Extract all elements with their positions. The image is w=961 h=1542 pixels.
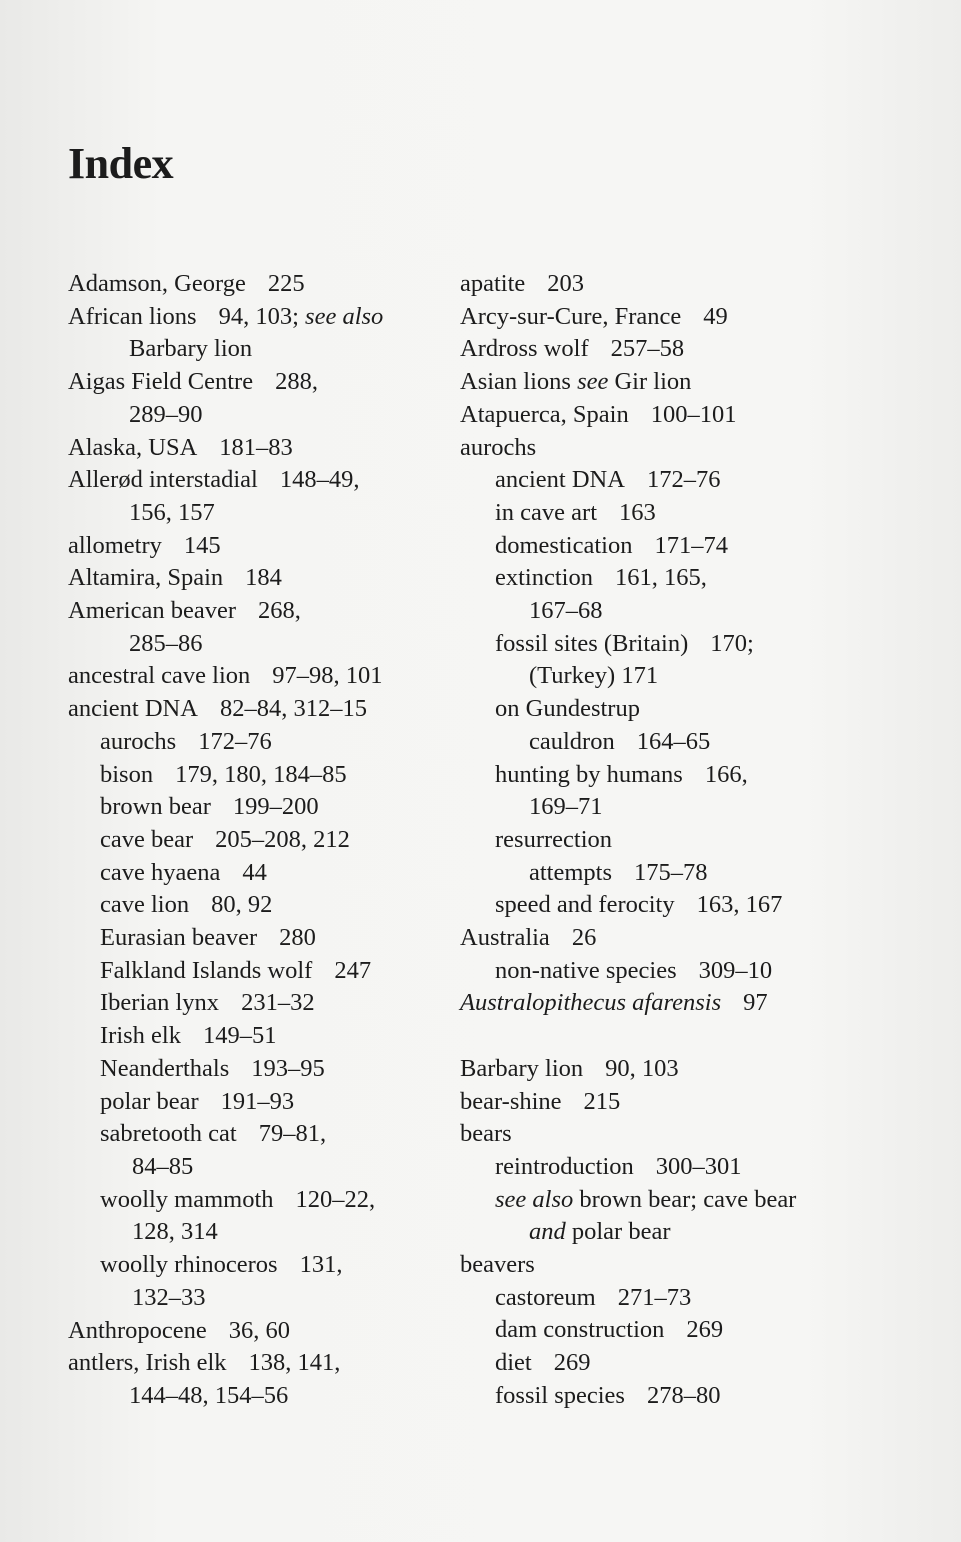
index-entry	[460, 301, 840, 334]
index-entry	[460, 922, 840, 955]
entry-term: Irish elk	[100, 1022, 181, 1050]
index-subentry	[68, 889, 448, 922]
entry-pages: 163	[619, 498, 656, 526]
index-subentry	[460, 693, 840, 758]
entry-pages: 199–200	[232, 793, 319, 821]
entry-term: ancestral cave lion	[68, 662, 251, 690]
see-also-label: see also	[305, 302, 384, 330]
entry-pages: 90, 103	[605, 1054, 679, 1082]
index-entry	[460, 399, 840, 432]
entry-continuation: 289–90	[129, 400, 203, 428]
index-subentry	[460, 1347, 840, 1380]
page-title: Index	[68, 139, 174, 188]
entry-pages: 257–58	[610, 335, 685, 363]
index-entry	[68, 268, 448, 301]
entry-term: Atapuerca, Spain	[460, 400, 629, 428]
index-subentry	[460, 628, 840, 693]
index-entry	[68, 432, 448, 465]
entry-term: castoreum	[495, 1283, 596, 1311]
entry-term: Iberian lynx	[100, 989, 220, 1017]
cross-reference: polar bear	[571, 1218, 671, 1246]
entry-term: Eurasian beaver	[100, 924, 258, 952]
index-subentry	[460, 759, 840, 824]
entry-pages: 191–93	[220, 1087, 295, 1115]
entry-term: diet	[495, 1349, 532, 1377]
entry-term: Anthropocene	[68, 1316, 207, 1344]
entry-term: aurochs	[100, 727, 177, 755]
entry-term: domestication	[495, 531, 633, 559]
entry-pages: 269	[553, 1349, 591, 1377]
entry-continuation: 132–33	[132, 1283, 206, 1311]
entry-pages: 268,	[258, 597, 301, 625]
entry-continuation: 84–85	[132, 1152, 194, 1180]
entry-pages: 205–208, 212	[215, 825, 350, 853]
entry-term: bears	[460, 1120, 512, 1148]
entry-pages: 145	[183, 531, 221, 559]
entry-term: reintroduction	[495, 1152, 634, 1180]
entry-pages: 163, 167	[696, 891, 783, 919]
entry-term: on Gundestrup	[495, 695, 640, 723]
entry-pages: 26	[571, 924, 597, 952]
index-subentry	[68, 1184, 448, 1249]
entry-term: non-native species	[495, 956, 677, 984]
entry-term: American beaver	[68, 597, 236, 625]
index-subentry	[460, 824, 840, 889]
entry-pages: 44	[242, 858, 267, 886]
entry-term: African lions	[68, 302, 197, 330]
index-entry	[460, 1249, 840, 1282]
entry-term: ancient DNA	[68, 695, 198, 723]
entry-pages: 171–74	[654, 531, 728, 559]
entry-pages: 79–81,	[258, 1120, 327, 1148]
index-subentry	[68, 922, 448, 955]
index-column-right	[460, 268, 840, 1413]
entry-pages: 225	[267, 270, 305, 297]
index-entry	[460, 987, 840, 1020]
entry-term: Arcy-sur-Cure, France	[460, 302, 682, 330]
index-entry	[68, 1315, 448, 1348]
entry-continuation: 167–68	[529, 597, 603, 625]
index-subentry	[460, 1380, 840, 1413]
entry-pages: 172–76	[646, 466, 721, 494]
index-entry	[68, 660, 448, 693]
entry-term: Ardross wolf	[460, 335, 589, 363]
entry-term: beavers	[460, 1251, 535, 1279]
entry-term: bison	[100, 760, 154, 788]
entry-pages: 215	[583, 1087, 621, 1115]
entry-term: woolly rhinoceros	[100, 1251, 278, 1279]
entry-term: polar bear	[100, 1087, 199, 1115]
entry-pages: 161, 165,	[614, 564, 707, 592]
see-label: see	[577, 368, 609, 396]
index-subentry	[68, 1020, 448, 1053]
entry-pages: 181–83	[219, 433, 293, 461]
entry-pages: 269	[686, 1316, 724, 1344]
entry-term: antlers, Irish elk	[68, 1349, 227, 1377]
index-subentry	[68, 759, 448, 792]
index-subentry	[68, 987, 448, 1020]
entry-pages: 120–22,	[295, 1185, 376, 1213]
entry-pages: 175–78	[634, 858, 708, 886]
entry-pages: 172–76	[198, 727, 272, 755]
entry-term: woolly mammoth	[100, 1185, 274, 1213]
index-entry	[460, 1086, 840, 1119]
index-subentry	[460, 1184, 840, 1249]
entry-continuation: 128, 314	[132, 1218, 218, 1246]
index-subentry	[68, 1249, 448, 1314]
index-subentry	[68, 1086, 448, 1119]
entry-continuation: attempts	[529, 858, 613, 886]
index-subentry	[460, 889, 840, 922]
entry-term: extinction	[495, 564, 593, 592]
entry-continuation: (Turkey) 171	[529, 662, 659, 690]
entry-pages: 97–98, 101	[272, 662, 383, 690]
entry-term: cave hyaena	[100, 858, 221, 886]
entry-pages: 94, 103;	[218, 302, 299, 330]
entry-pages: 148–49,	[279, 466, 360, 494]
entry-term: aurochs	[460, 433, 537, 461]
entry-continuation: 169–71	[529, 793, 603, 821]
entry-term: Asian lions	[460, 368, 571, 396]
entry-pages: 170;	[710, 629, 754, 657]
entry-continuation: 285–86	[129, 629, 203, 657]
see-also-label: see also	[495, 1185, 574, 1213]
cross-reference: brown bear; cave bear	[579, 1185, 797, 1213]
entry-term: Aigas Field Centre	[68, 368, 254, 396]
entry-term: cave bear	[100, 825, 194, 853]
index-subentry	[460, 955, 840, 988]
entry-pages: 82–84, 312–15	[219, 695, 367, 723]
cross-reference: Gir lion	[614, 368, 692, 396]
index-entry	[460, 1053, 840, 1086]
index-entry	[68, 595, 448, 660]
index-subentry	[68, 857, 448, 890]
entry-term: Alaska, USA	[68, 433, 198, 461]
index-entry	[68, 366, 448, 431]
entry-pages: 36, 60	[228, 1316, 291, 1344]
entry-pages: 278–80	[646, 1381, 721, 1409]
index-subentry	[460, 497, 840, 530]
entry-term: bear-shine	[460, 1087, 562, 1115]
entry-pages: 193–95	[251, 1054, 325, 1082]
entry-continuation: cauldron	[529, 727, 615, 755]
entry-term: Falkland Islands wolf	[100, 956, 313, 984]
entry-pages: 166,	[704, 760, 748, 788]
entry-term: dam construction	[495, 1316, 665, 1344]
entry-term: Australopithecus afarensis	[460, 989, 722, 1017]
entry-pages: 49	[703, 302, 728, 330]
entry-pages: 247	[334, 956, 372, 984]
entry-term: sabretooth cat	[100, 1120, 237, 1148]
index-subentry	[68, 791, 448, 824]
entry-term: in cave art	[495, 498, 598, 526]
entry-pages: 231–32	[241, 989, 315, 1017]
index-entry	[460, 333, 840, 366]
entry-term: hunting by humans	[495, 760, 683, 788]
entry-pages: 131,	[299, 1251, 343, 1279]
entry-continuation: 144–48, 154–56	[129, 1381, 289, 1409]
index-column-left	[68, 268, 448, 1413]
index-entry	[460, 268, 840, 301]
entry-pages: 203	[547, 270, 585, 297]
entry-pages: 179, 180, 184–85	[175, 760, 347, 788]
entry-term: Australia	[460, 924, 550, 952]
entry-pages: 288,	[275, 368, 318, 396]
entry-term: cave lion	[100, 891, 190, 919]
index-subentry	[460, 530, 840, 563]
entry-pages: 138, 141,	[248, 1349, 341, 1377]
entry-continuation: 156, 157	[129, 498, 215, 526]
entry-pages: 80, 92	[211, 891, 273, 919]
section-gap	[460, 1020, 840, 1053]
entry-term: apatite	[460, 270, 526, 297]
index-entry	[68, 530, 448, 563]
entry-pages: 100–101	[650, 400, 737, 428]
index-entry	[460, 366, 840, 399]
index-entry	[68, 1347, 448, 1412]
entry-term: allometry	[68, 531, 162, 559]
entry-pages: 309–10	[698, 956, 773, 984]
index-subentry	[68, 1118, 448, 1183]
entry-pages: 271–73	[617, 1283, 692, 1311]
index-entry	[68, 464, 448, 529]
entry-term: Neanderthals	[100, 1054, 230, 1082]
index-entry	[460, 1118, 840, 1151]
index-entry	[68, 301, 448, 366]
entry-term: fossil species	[495, 1381, 625, 1409]
entry-pages: 280	[279, 924, 316, 952]
index-subentry	[460, 1282, 840, 1315]
entry-continuation: Barbary lion	[129, 335, 253, 363]
entry-pages: 184	[245, 564, 282, 592]
entry-term: Altamira, Spain	[68, 564, 224, 592]
entry-term: Barbary lion	[460, 1054, 584, 1082]
entry-term: resurrection	[495, 825, 612, 853]
index-subentry	[460, 1314, 840, 1347]
entry-term: brown bear	[100, 793, 211, 821]
index-subentry	[68, 824, 448, 857]
index-subentry	[68, 955, 448, 988]
entry-pages: 149–51	[202, 1022, 277, 1050]
index-entry	[460, 432, 840, 465]
entry-term: fossil sites (Britain)	[495, 629, 689, 657]
entry-pages: 164–65	[636, 727, 711, 755]
entry-pages: 300–301	[655, 1152, 742, 1180]
index-subentry	[460, 1151, 840, 1184]
entry-term: Adamson, George	[68, 270, 246, 297]
index-subentry	[460, 464, 840, 497]
index-entry	[68, 562, 448, 595]
entry-term: speed and ferocity	[495, 891, 675, 919]
index-subentry	[68, 1053, 448, 1086]
index-subentry	[68, 726, 448, 759]
index-subentry	[460, 562, 840, 627]
entry-term: ancient DNA	[495, 466, 625, 494]
index-entry	[68, 693, 448, 726]
and-label: and	[529, 1218, 566, 1246]
entry-pages: 97	[743, 989, 768, 1017]
entry-term: Allerød interstadial	[68, 466, 258, 494]
